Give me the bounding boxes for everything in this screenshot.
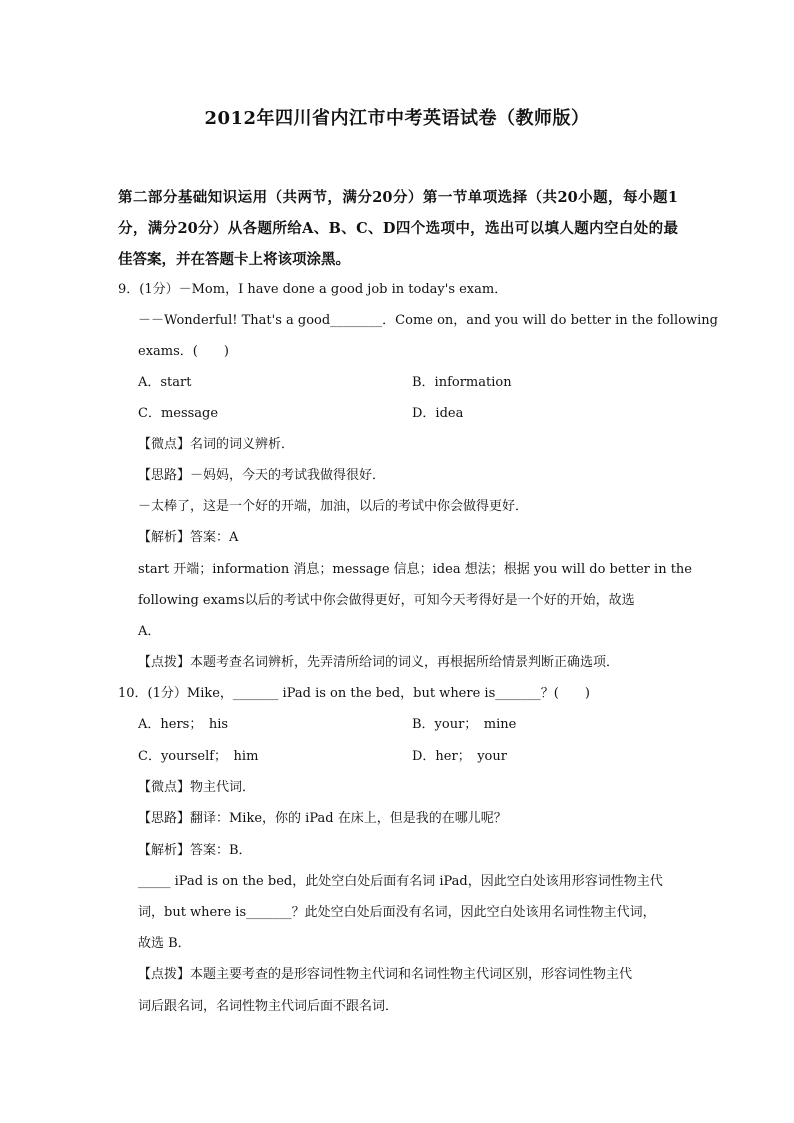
q10-option-b: B．your； mine [412,717,517,732]
q9-stem: 9．(1分）－Mom，I have done a good job in today's exam． [118,282,508,297]
q9-explanation-1: start 开端；information 消息；message 信息；idea 想法；根据 you will do better in the [138,562,692,577]
q10-approach: 【思路】翻译：Mike，你的 iPad 在床上，但是我的在哪儿呢？ [138,811,507,826]
q10-tip-1: 【点拨】本题主要考查的是形容词性物主代词和名词性物主代词区别，形容词性物主代 [138,967,633,982]
q9-option-a: A．start [138,375,192,390]
q10-option-c: C．yourself； him [138,749,259,764]
q9-approach-1: 【思路】－妈妈，今天的考试我做得很好． [138,468,386,483]
q10-explanation-2: 词，but where is_______？此处空白处后面没有名词，因此空白处该用名词性物主代词， [138,905,656,920]
q9-explanation-2: following exams以后的考试中你会做得更好，可知今天考得好是一个好的开始，故选 [138,593,635,608]
q10-explanation-3: 故选 B． [138,936,191,951]
q10-option-a: A．hers； his [138,717,229,732]
q9-option-c: C．message [138,406,219,421]
q9-key-point: 【微点】名词的词义辨析． [138,437,295,452]
q10-explanation-1: _____ iPad is on the bed，此处空白处后面有名词 iPad，因此空白处该用形容词性物主代 [138,874,663,889]
q10-option-d: D．her； your [412,749,507,764]
q9-dialogue-line: －－Wonderful! That's a good________．Come on，and you will do better in the following [138,313,718,328]
q10-answer: 【解析】答案：B． [138,843,252,858]
q9-approach-2: －太棒了，这是一个好的开端，加油，以后的考试中你会做得更好． [138,499,529,514]
page-title: 2012年四川省内江市中考英语试卷（教师版） [204,108,590,129]
q9-option-d: D．idea [412,406,464,421]
q9-answer: 【解析】答案：A [138,530,239,545]
q9-option-b: B．information [412,375,512,390]
q10-stem: 10．(1分）Mike，_______ iPad is on the bed，but where is_______？( ) [118,686,590,701]
q9-tip: 【点拨】本题考查名词辨析，先弄清所给词的词义，再根据所给情景判断正确选项． [138,655,620,670]
q10-key-point: 【微点】物主代词． [138,780,256,795]
section-instructions: 第二部分基础知识运用（共两节，满分20分）第一节单项选择（共20小题，每小题1分，满分20分）从各题所给A、B、C、D四个选项中，选出可以填人题内空白处的最佳答案，并在答题卡上将该项涂黑。 [118,189,678,268]
q9-explanation-3: A． [138,624,161,639]
q9-dialogue-line-cont: exams．( ) [138,344,229,359]
q10-tip-2: 词后跟名词，名词性物主代词后面不跟名词． [138,999,399,1014]
